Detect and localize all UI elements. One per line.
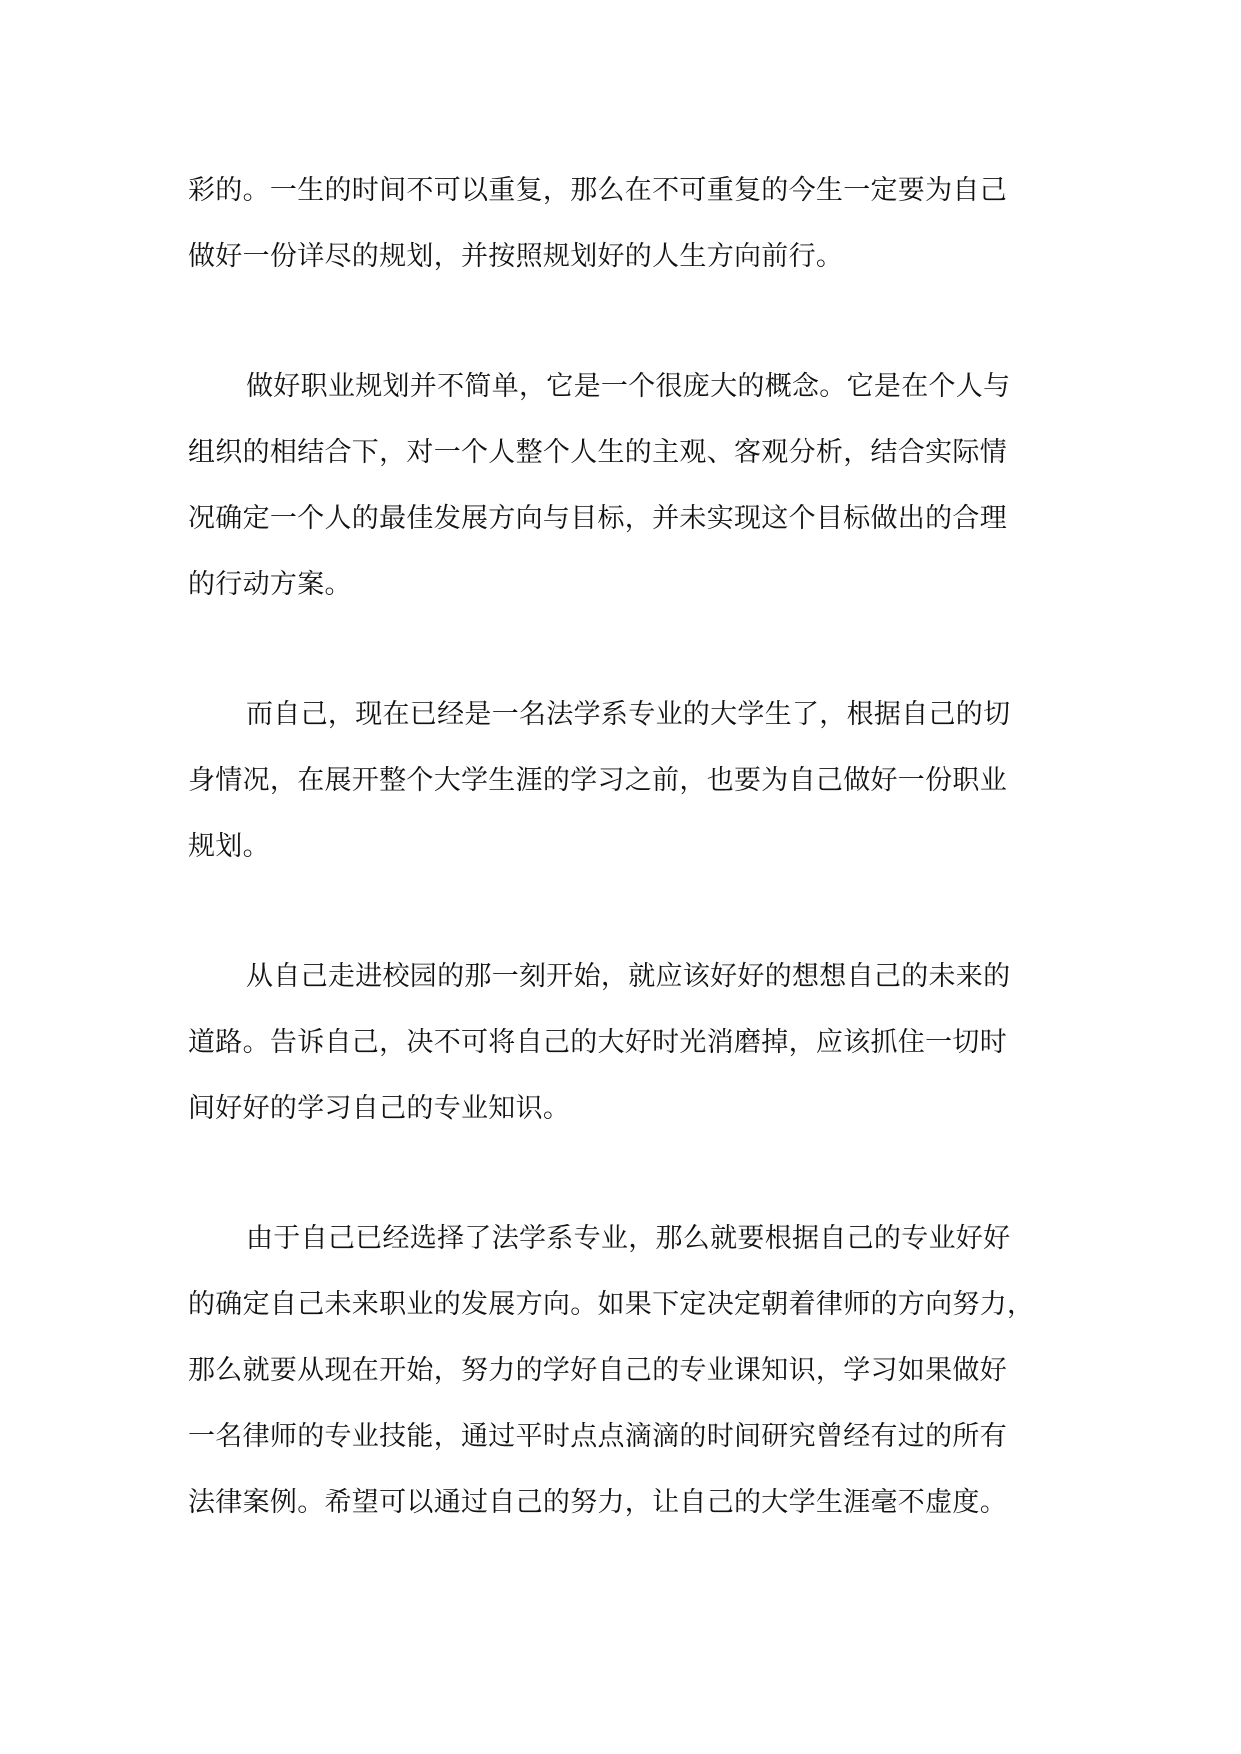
paragraph-spacer (188, 880, 1088, 944)
paragraph-5 (188, 1206, 1088, 1536)
text-line: 况确定一个人的最佳发展方向与目标，并未实现这个目标做出的合理 (188, 503, 1007, 534)
paragraph-spacer (188, 290, 1088, 354)
text-line: 组织的相结合下，对一个人整个人生的主观、客观分析，结合实际情 (188, 437, 1007, 468)
text-line: 间好好的学习自己的专业知识。 (188, 1093, 571, 1124)
paragraph-spacer (188, 618, 1088, 682)
text-line: 道路。告诉自己，决不可将自己的大好时光消磨掉，应该抓住一切时 (188, 1027, 1007, 1058)
paragraph-2 (188, 354, 1088, 618)
text-line: 身情况，在展开整个大学生涯的学习之前，也要为自己做好一份职业 (188, 765, 1007, 796)
text-line: 法律案例。希望可以通过自己的努力，让自己的大学生涯毫不虚度。 (188, 1487, 1007, 1518)
paragraph-3 (188, 682, 1088, 880)
paragraph-4 (188, 944, 1088, 1142)
text-line: 做好一份详尽的规划，并按照规划好的人生方向前行。 (188, 241, 844, 272)
text-line: 的确定自己未来职业的发展方向。如果下定决定朝着律师的方向努力， (188, 1289, 1035, 1320)
text-line: 做好职业规划并不简单，它是一个很庞大的概念。它是在个人与 (246, 371, 1011, 402)
text-line: 规划。 (188, 831, 270, 862)
paragraph-1 (188, 158, 1088, 290)
text-line: 的行动方案。 (188, 569, 352, 600)
text-line: 一名律师的专业技能，通过平时点点滴滴的时间研究曾经有过的所有 (188, 1421, 1007, 1452)
text-line: 从自己走进校园的那一刻开始，就应该好好的想想自己的未来的 (246, 961, 1011, 992)
document-body (188, 158, 1088, 1536)
text-line: 由于自己已经选择了法学系专业，那么就要根据自己的专业好好 (246, 1223, 1011, 1254)
text-line: 那么就要从现在开始，努力的学好自己的专业课知识，学习如果做好 (188, 1355, 1007, 1386)
text-line: 彩的。一生的时间不可以重复，那么在不可重复的今生一定要为自己 (188, 175, 1007, 206)
paragraph-spacer (188, 1142, 1088, 1206)
text-line: 而自己，现在已经是一名法学系专业的大学生了，根据自己的切 (246, 699, 1011, 730)
